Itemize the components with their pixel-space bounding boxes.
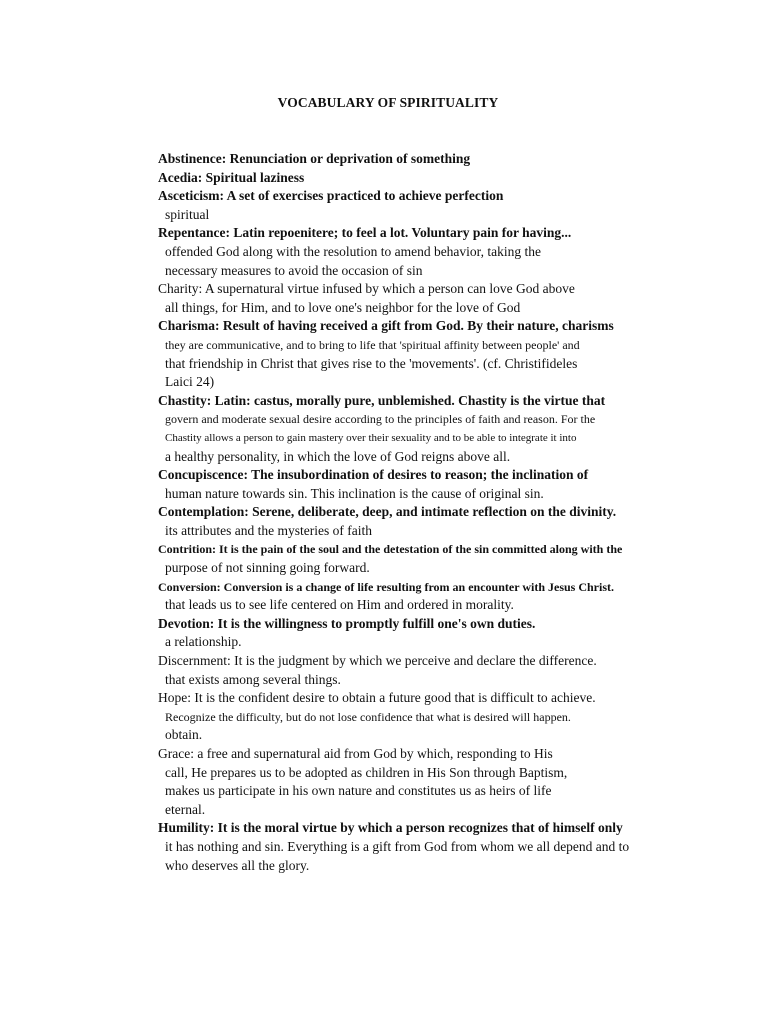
entry-text: eternal.: [165, 801, 206, 817]
entry-text: who deserves all the glory.: [165, 857, 310, 873]
entry-text: govern and moderate sexual desire according to the principles of faith and reason. For the: [165, 412, 596, 427]
entry-text: Concupiscence: The insubordination of desires to reason; the inclination of: [158, 467, 589, 483]
entry-text: Charity: A supernatural virtue infused by which a person can love God above: [158, 281, 575, 297]
entry-continuation-line: [143, 838, 703, 857]
entry-text: Chastity: Latin: castus, morally pure, unblemished. Chastity is the virtue that: [158, 392, 606, 408]
entry-continuation-line: [143, 243, 703, 262]
entry-term-line: [143, 652, 703, 671]
entry-text: a healthy personality, in which the love of God reigns above all.: [165, 448, 511, 464]
vocabulary-entry: [143, 652, 703, 689]
entry-continuation-line: [143, 559, 703, 578]
entry-continuation-line: [143, 262, 703, 281]
entry-continuation-line: [143, 857, 703, 876]
entry-continuation-line: [143, 485, 703, 504]
vocabulary-entry: [143, 466, 703, 503]
entry-term-line: [143, 224, 703, 243]
entry-text: all things, for Him, and to love one's neighbor for the love of God: [165, 299, 521, 315]
vocabulary-entry: [143, 615, 703, 652]
vocabulary-entry: [143, 317, 703, 391]
entry-text: makes us participate in his own nature and constitutes us as heirs of life: [165, 783, 552, 799]
entry-term-line: [143, 578, 703, 597]
entry-text: Contemplation: Serene, deliberate, deep, and intimate reflection on the divinity.: [158, 504, 617, 520]
vocabulary-list: [143, 150, 703, 875]
vocabulary-entry: [143, 392, 703, 466]
entry-text: they are communicative, and to bring to life that 'spiritual affinity between people' and: [165, 337, 580, 352]
entry-term-line: [143, 187, 703, 206]
entry-continuation-line: [143, 355, 703, 374]
entry-continuation-line: [143, 373, 703, 392]
entry-continuation-line: [143, 671, 703, 690]
entry-text: Charisma: Result of having received a gift from God. By their nature, charisms: [158, 318, 614, 334]
vocabulary-entry: [143, 689, 703, 745]
entry-term-line: [143, 280, 703, 299]
entry-continuation-line: [143, 708, 703, 727]
entry-text: Abstinence: Renunciation or deprivation of something: [158, 151, 471, 166]
entry-text: human nature towards sin. This inclination is the cause of original sin.: [165, 485, 544, 501]
entry-text: Grace: a free and supernatural aid from God by which, responding to His: [158, 746, 553, 761]
entry-text: call, He prepares us to be adopted as children in His Son through Baptism,: [165, 764, 568, 780]
entry-text: Discernment: It is the judgment by which we perceive and declare the difference.: [158, 653, 597, 669]
entry-text: Conversion: Conversion is a change of life resulting from an encounter with Jesus Christ.: [158, 579, 614, 594]
entry-continuation-line: [143, 726, 703, 745]
vocabulary-entry: [143, 280, 703, 317]
entry-continuation-line: [143, 299, 703, 318]
entry-text: spiritual: [165, 206, 210, 222]
entry-text: a relationship.: [165, 634, 242, 650]
entry-term-line: [143, 689, 703, 708]
entry-term-line: [143, 745, 703, 764]
entry-term-line: [143, 615, 703, 634]
entry-continuation-line: [143, 633, 703, 652]
entry-continuation-line: [143, 596, 703, 615]
entry-text: necessary measures to avoid the occasion of sin: [165, 262, 423, 278]
vocabulary-entry: [143, 224, 703, 280]
entry-continuation-line: [143, 448, 703, 467]
entry-continuation-line: [143, 522, 703, 541]
vocabulary-entry: [143, 503, 703, 540]
entry-term-line: [143, 819, 703, 838]
entry-text: that friendship in Christ that gives rise to the 'movements'. (cf. Christifideles: [165, 355, 578, 371]
entry-term-line: [143, 540, 703, 559]
entry-text: Recognize the difficulty, but do not lose confidence that what is desired will happen.: [165, 709, 571, 724]
entry-text: obtain.: [165, 727, 203, 743]
vocabulary-entry: [143, 578, 703, 615]
entry-continuation-line: [143, 764, 703, 783]
entry-text: purpose of not sinning going forward.: [165, 560, 370, 576]
entry-term-line: [143, 466, 703, 485]
entry-text: Devotion: It is the willingness to promptly fulfill one's own duties.: [158, 615, 536, 631]
entry-text: Asceticism: A set of exercises practiced to achieve perfection: [158, 188, 504, 204]
entry-continuation-line: [143, 429, 703, 448]
vocabulary-entry: [143, 819, 703, 875]
entry-text: that leads us to see life centered on Him and ordered in morality.: [165, 597, 514, 613]
entry-text: that exists among several things.: [165, 671, 341, 687]
entry-term-line: [143, 503, 703, 522]
entry-continuation-line: [143, 206, 703, 225]
entry-term-line: [143, 317, 703, 336]
vocabulary-entry: [143, 187, 703, 224]
entry-term-line: [143, 392, 703, 411]
entry-text: Repentance: Latin repoenitere; to feel a lot. Voluntary pain for having...: [158, 225, 572, 241]
entry-text: offended God along with the resolution to amend behavior, taking the: [165, 243, 541, 259]
entry-text: Humility: It is the moral virtue by which a person recognizes that of himself only: [158, 820, 623, 836]
vocabulary-entry: [143, 150, 703, 169]
entry-text: Chastity allows a person to gain mastery over their sexuality and to be able to integrate it into: [165, 431, 577, 444]
document-title: VOCABULARY OF SPIRITUALITY: [277, 95, 499, 110]
entry-text: Hope: It is the confident desire to obtain a future good that is difficult to achieve.: [158, 690, 596, 706]
entry-text: Laici 24): [165, 374, 215, 390]
vocabulary-entry: [143, 169, 703, 188]
vocabulary-entry: [143, 540, 703, 577]
entry-continuation-line: [143, 782, 703, 801]
entry-continuation-line: [143, 410, 703, 429]
entry-continuation-line: [143, 801, 703, 820]
entry-term-line: [143, 150, 703, 169]
vocabulary-entry: [143, 745, 703, 819]
entry-continuation-line: [143, 336, 703, 355]
entry-term-line: [143, 169, 703, 188]
entry-text: Acedia: Spiritual laziness: [158, 169, 305, 185]
entry-text: its attributes and the mysteries of faith: [165, 522, 372, 538]
entry-text: it has nothing and sin. Everything is a gift from God from whom we all depend and to: [165, 838, 630, 854]
entry-text: Contrition: It is the pain of the soul and the detestation of the sin committed along with the: [158, 542, 623, 557]
